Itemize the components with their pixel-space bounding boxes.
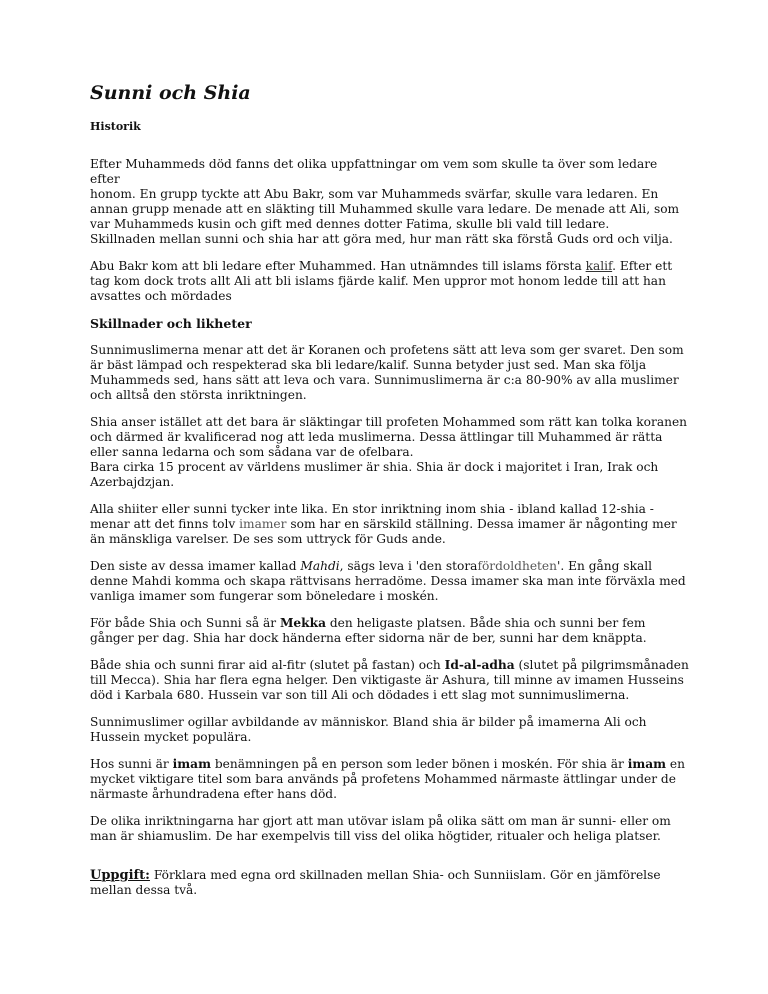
text: Hos sunni är (90, 757, 173, 771)
paragraph-sunni: Sunnimuslimerna menar att det är Koranen och profetens sätt att leva som ger svaret. Den som är bäst lämpad och respekterad ska bli ledare/kalif. Sunna betyder just sed. Man ska följa Muhammeds sed, hans sätt att leva och vara. Sunnimuslimerna är c:a 80-90% av alla muslimer och alltså den största inriktningen. (90, 343, 684, 402)
text: , sägs leva i 'den stora (339, 559, 478, 573)
line: Skillnaden mellan sunni och shia har att göra med, hur man rätt ska förstå Guds ord och vilja. (90, 232, 673, 246)
section-subtitle: Historik (90, 120, 141, 133)
text: . Efter ett tag kom dock trots allt Ali att bli islams fjärde kalif. Men uppror mot honom ledde till att han avsattes och mördades (90, 259, 673, 303)
mahdi-term: Mahdi (300, 559, 340, 573)
paragraph-images: Sunnimuslimer ogillar avbildande av människor. Bland shia är bilder på imamerna Ali och Hussein mycket populära. (90, 715, 647, 744)
paragraph-shia (90, 415, 690, 490)
id-al-adha-term: Id-al-adha (444, 658, 515, 672)
text: Den siste av dessa imamer kallad (90, 559, 301, 573)
line: honom. En grupp tyckte att Abu Bakr, som var Muhammeds svärfar, skulle vara ledaren. En (90, 187, 659, 201)
imamer-term: imamer (239, 517, 287, 531)
task-paragraph (90, 868, 690, 898)
document-page (90, 82, 690, 910)
text: För både Shia och Sunni så är (90, 616, 280, 630)
paragraph-holidays (90, 658, 690, 703)
paragraph-history-2 (90, 259, 690, 304)
mekka-term: Mekka (279, 616, 326, 630)
paragraph-imam-title (90, 757, 690, 802)
text: Abu Bakr kom att bli ledare efter Muhammed. Han utnämndes till islams första (90, 259, 586, 273)
text: en mycket viktigare titel som bara används på profetens Mohammed närmaste ättlingar under de närmaste århundradena efter hans död. (90, 757, 685, 801)
line: annan grupp menade att en släkting till Muhammed skulle vara ledare. De menade att Ali, som (90, 202, 680, 216)
fordoldheten-term: fördoldheten (477, 559, 557, 573)
text: Både shia och sunni firar aid al-fitr (slutet på fastan) och (90, 658, 445, 672)
text: som har en särskild ställning. Dessa imamer är någonting mer än mänskliga varelser. De ses som uttryck för Guds ande. (90, 517, 677, 546)
line: Efter Muhammeds död fanns det olika uppfattningar om vem som skulle ta över som ledare efter (90, 157, 658, 186)
kalif-link[interactable]: kalif (585, 259, 613, 273)
imam-term: imam (627, 757, 667, 771)
task-text: Förklara med egna ord skillnaden mellan Shia- och Sunniislam. Gör en jämförelse mellan dessa två. (90, 868, 661, 897)
text: den heligaste platsen. Både shia och sunni ber fem gånger per dag. Shia har dock händerna efter sidorna när de ber, sunni har dem knäppta. (90, 616, 647, 645)
text: '. En gång skall denne Mahdi komma och skapa rättvisans herradöme. Dessa imamer ska man inte förväxla med vanliga imamer som fungerar som böneledare i moskén. (90, 559, 686, 603)
text: Bara cirka 15 procent av världens muslimer är shia. Shia är dock i majoritet i Iran, Irak och Azerbajdzjan. (90, 460, 659, 489)
text: Alla shiiter eller sunni tycker inte lika. En stor inriktning inom shia - ibland kallad 12-shia - menar att det finns tolv (90, 502, 654, 531)
paragraph-mekka (90, 616, 690, 646)
document-title: Sunni och Shia (90, 82, 251, 104)
paragraph-practice: De olika inriktningarna har gjort att man utövar islam på olika sätt om man är sunni- eller om man är shiamuslim. De har exempelvis till viss del olika högtider, ritualer och heliga platser. (90, 814, 671, 843)
text: Shia anser istället att det bara är släktingar till profeten Mohammed som rätt kan tolka koranen och därmed är kvalificerad nog att leda muslimerna. Dessa ättlingar till Muhammed är rätta eller sanna ledarna och som sådana var de ofelbara. (90, 415, 688, 459)
text: benämningen på en person som leder bönen i moskén. För shia är (210, 757, 628, 771)
section-heading: Skillnader och likheter (90, 316, 252, 331)
paragraph-mahdi (90, 559, 690, 604)
line: var Muhammeds kusin och gift med dennes dotter Fatima, skulle bli vald till ledare. (90, 217, 610, 231)
text: (slutet på pilgrimsmånaden till Mecca). Shia har flera egna helger. Den viktigaste är Ashura, till minne av imamen Husseins död i Karbala 680. Hussein var son till Ali och dödades i ett slag mot sunnimuslimerna. (90, 658, 689, 702)
paragraph-imams (90, 502, 690, 547)
task-label: Uppgift: (90, 868, 150, 883)
imam-term: imam (172, 757, 211, 771)
paragraph-history-1 (90, 157, 690, 247)
